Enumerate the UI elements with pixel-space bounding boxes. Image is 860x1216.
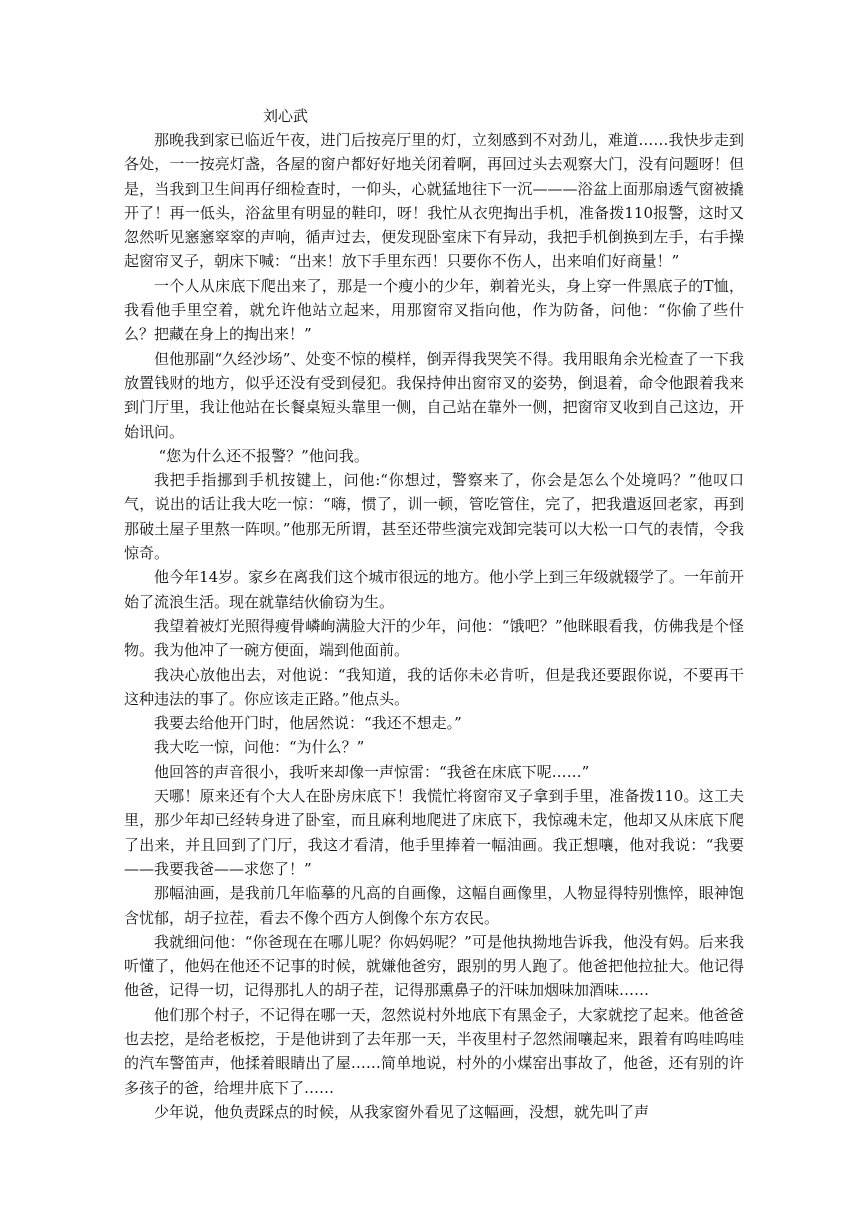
paragraph: 我望着被灯光照得瘦骨嶙峋满脸大汗的少年，问他：“饿吧？”他眯眼看我，仿佛我是个怪物。我为他冲了一碗方便面，端到他面前。 xyxy=(124,616,744,660)
paragraph: 那幅油画，是我前几年临摹的凡高的自画像，这幅自画像里，人物显得特别憔悴，眼神饱含忧郁，胡子拉茬，看去不像个西方人倒像个东方农民。 xyxy=(124,884,744,927)
paragraph: 少年说，他负责踩点的时候，从我家窗外看见了这幅画，没想，就先叫了声 xyxy=(154,1102,650,1121)
paragraph: 一个人从床底下爬出来了，那是一个瘦小的少年，剃着光头，身上穿一件黑底子的T恤，我看他手里空着，就允许他站立起来，用那窗帘叉指向他，作为防备，问他：“你偷了些什么？把藏在身上的掏出来！” xyxy=(124,276,744,344)
paragraph: 我把手指挪到手机按键上，问他:“你想过，警察来了，你会是怎么个处境吗？”他叹口气，说出的话让我大吃一惊：“嗨，惯了，训一顿，管吃管住，完了，把我遣返回老家，再到那破土屋子里熬一阵呗。”他那无所谓，甚至还带些演完戏卸完装可以大松一口气的表情，令我惊奇。 xyxy=(124,471,744,563)
paragraph: 我大吃一惊，问他：“为什么？” xyxy=(154,738,365,757)
paragraph: 天哪！原来还有个大人在卧房床底下！我慌忙将窗帘叉子拿到手里，准备拨110。这工夫里，那少年却已经转身进了卧室，而且麻利地爬进了床底下，我惊魂未定，他却又从床底下爬了出来，并且回到了门厅，我这才看清，他手里捧着一幅油画。我正想嚷，他对我说：“我要——我要我爸——求您了！” xyxy=(124,787,744,878)
author-name: 刘心武 xyxy=(263,107,309,125)
paragraph: 我要去给他开门时，他居然说：“我还不想走。” xyxy=(154,714,462,733)
paragraph: 他回答的声音很小，我听来却像一声惊雷：“我爸在床底下呢……” xyxy=(154,762,590,781)
paragraph: 那晚我到家已临近午夜，进门后按亮厅里的灯，立刻感到不对劲儿，难道……我快步走到各处，一一按亮灯盏，各屋的窗户都好好地关闭着啊，再回过头去观察大门，没有问题呀！但是，当我到卫生间再仔细检查时，一仰头，心就猛地往下一沉———浴盆上面那扇透气窗被撬开了！再一低头，浴盆里有明显的鞋印，呀！我忙从衣兜掏出手机，准备拨110报警，这时又忽然听见窸窸窣窣的声响，循声过去，便发现卧室床下有异动，我把手机倒换到左手，右手操起窗帘叉子，朝床下喊：“出来！放下手里东西！只要你不伤人，出来咱们好商量！” xyxy=(124,131,744,271)
article-body xyxy=(124,128,744,1124)
paragraph: 我决心放他出去，对他说：“我知道，我的话你未必肯听，但是我还要跟你说，不要再干这种违法的事了。你应该走正路。”他点头。 xyxy=(124,665,744,708)
paragraph: 我就细问他：“你爸现在在哪儿呢？你妈妈呢？”可是他执拗地告诉我，他没有妈。后来我听懂了，他妈在他还不记事的时候，就嫌他爸穷，跟别的男人跑了。他爸把他拉扯大。他记得他爸，记得一切，记得那扎人的胡子茬，记得那熏鼻子的汗味加烟味加酒味…… xyxy=(124,932,744,1000)
paragraph: 他今年14岁。家乡在离我们这个城市很远的地方。他小学上到三年级就辍学了。一年前开始了流浪生活。现在就靠结伙偷窃为生。 xyxy=(124,568,744,611)
paragraph: 但他那副“久经沙场”、处变不惊的模样，倒弄得我哭笑不得。我用眼角余光检查了一下我放置钱财的地方，似乎还没有受到侵犯。我保持伸出窗帘叉的姿势，倒退着，命令他跟着我来到门厅里，我让他站在长餐桌短头靠里一侧，自己站在靠外一侧，把窗帘叉收到自己这边，开始讯问。 xyxy=(124,349,744,441)
paragraph: 他们那个村子，不记得在哪一天，忽然说村外地底下有黑金子，大家就挖了起来。他爸爸也去挖，是给老板挖，于是他讲到了去年那一天，半夜里村子忽然闹嚷起来，跟着有呜哇呜哇的汽车警笛声，他揉着眼睛出了屋……简单地说，村外的小煤窑出事故了，他爸，还有别的许多孩子的爸，给埋井底下了…… xyxy=(124,1005,744,1097)
paragraph: “您为什么还不报警？”他问我。 xyxy=(158,446,369,465)
